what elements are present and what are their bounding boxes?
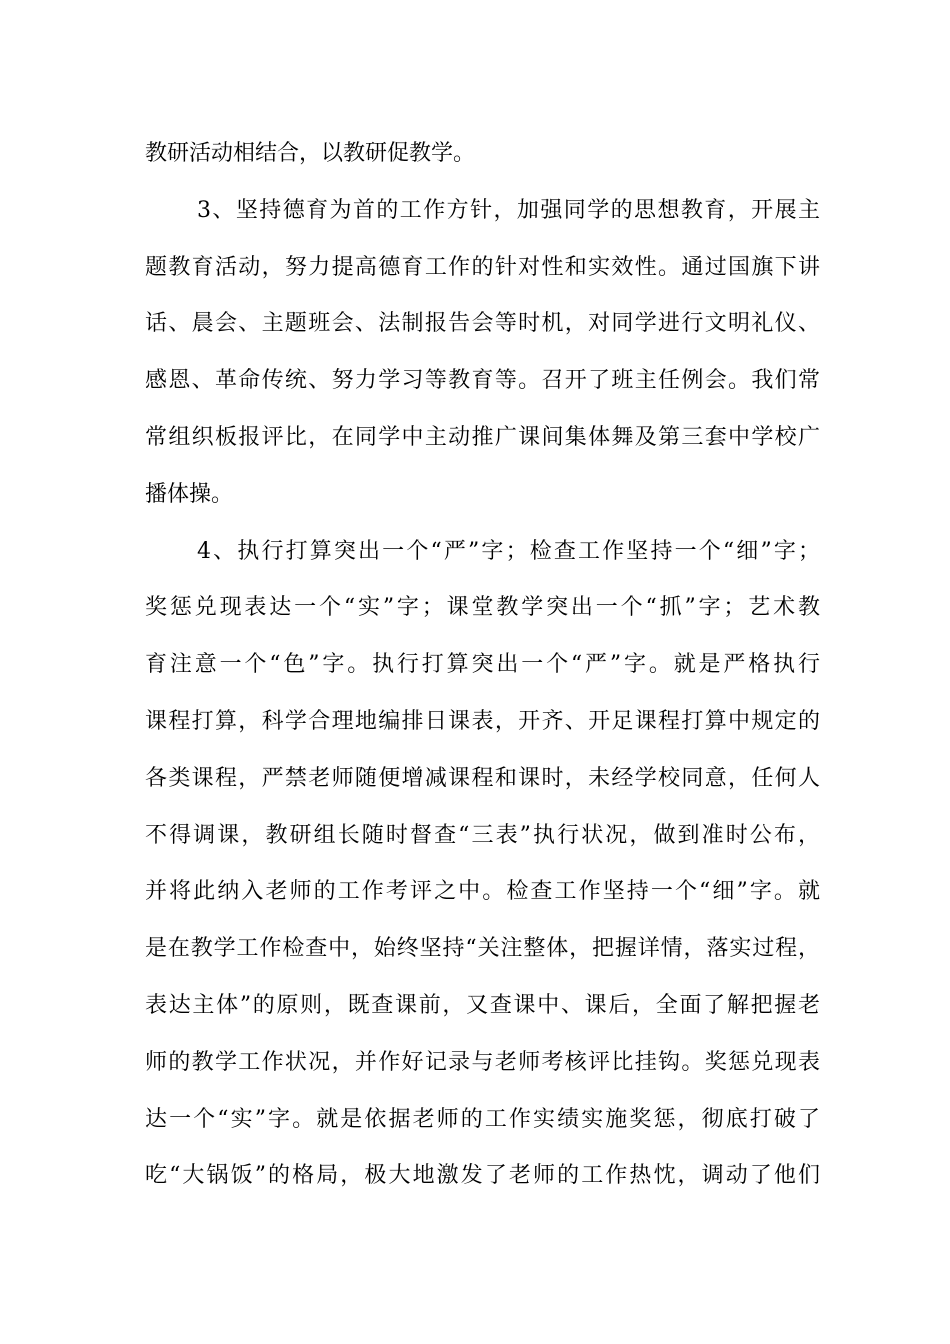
- text-line: 达一个“实”字。就是依据老师的工作实绩实施奖惩，彻底打破了: [145, 1106, 820, 1132]
- text-line: 常组织板报评比，在同学中主动推广课间集体舞及第三套中学校广: [145, 424, 820, 450]
- paragraph-4-start: 4、执行打算突出一个“严”字；检查工作坚持一个“细”字；: [197, 538, 820, 564]
- text-line: 播体操。: [145, 481, 234, 507]
- text-line: 课程打算，科学合理地编排日课表，开齐、开足课程打算中规定的: [145, 708, 820, 734]
- text-line: 是在教学工作检查中，始终坚持“关注整体，把握详情，落实过程，: [145, 936, 820, 962]
- text-line: 题教育活动，努力提高德育工作的针对性和实效性。通过国旗下讲: [145, 254, 820, 280]
- text-line: 各类课程，严禁老师随便增减课程和课时，未经学校同意，任何人: [145, 765, 820, 791]
- text-line: 不得调课，教研组长随时督查“三表”执行状况，做到准时公布，: [145, 822, 820, 848]
- text-line: 育注意一个“色”字。执行打算突出一个“严”字。就是严格执行: [145, 652, 820, 678]
- text-line: 表达主体”的原则，既查课前，又查课中、课后，全面了解把握老: [145, 992, 820, 1018]
- text-line: 吃“大锅饭”的格局，极大地激发了老师的工作热忱，调动了他们: [145, 1163, 820, 1189]
- text-line: 师的教学工作状况，并作好记录与老师考核评比挂钩。奖惩兑现表: [145, 1049, 820, 1075]
- text-line: 并将此纳入老师的工作考评之中。检查工作坚持一个“细”字。就: [145, 879, 820, 905]
- text-line: 感恩、革命传统、努力学习等教育等。召开了班主任例会。我们常: [145, 368, 820, 394]
- text-line: 教研活动相结合，以教研促教学。: [145, 141, 476, 166]
- text-line: 话、晨会、主题班会、法制报告会等时机，对同学进行文明礼仪、: [145, 311, 820, 337]
- text-line: 奖惩兑现表达一个“实”字；课堂教学突出一个“抓”字；艺术教: [145, 595, 820, 621]
- paragraph-3-start: 3、坚持德育为首的工作方针，加强同学的思想教育，开展主: [197, 197, 820, 223]
- body-text: [145, 126, 820, 1205]
